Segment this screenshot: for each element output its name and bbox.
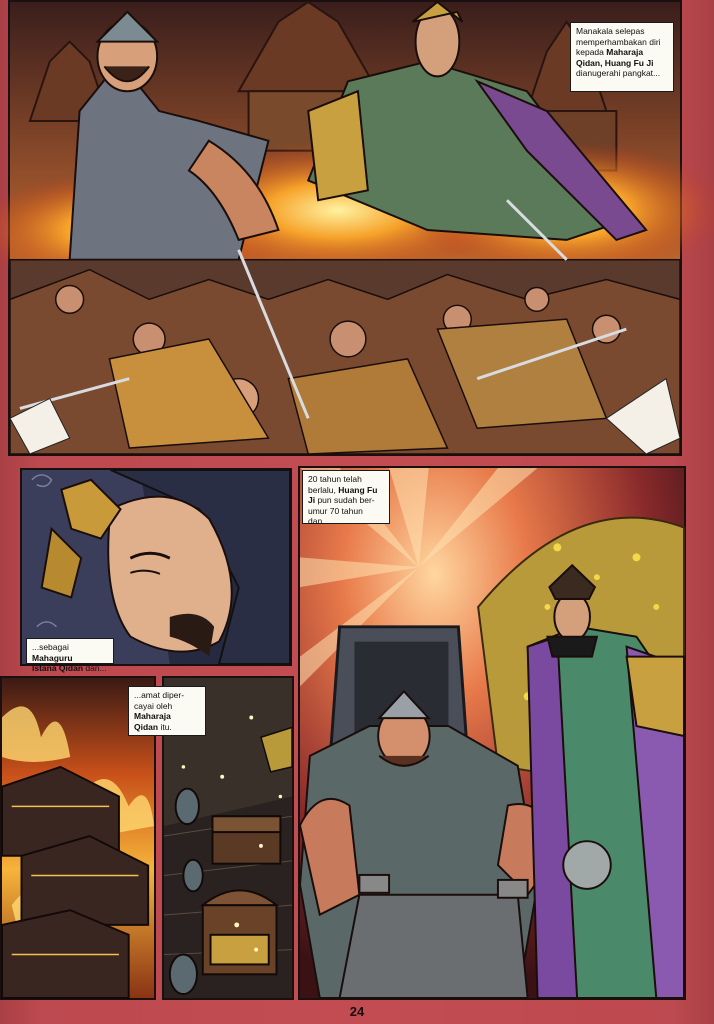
narration-box	[302, 470, 390, 524]
caption-bold-text: Maharaja	[134, 711, 171, 721]
caption-bold-text: Istana Qidan	[32, 663, 84, 673]
caption-line: itu.	[158, 721, 172, 732]
battle-panel	[8, 0, 682, 456]
page-number: 24	[349, 1004, 365, 1019]
caption-line: umur 70 tahun dan...	[308, 505, 363, 526]
caption-line: pun sudah ber-	[315, 495, 375, 505]
caption-bold-text: Qidan	[134, 721, 159, 732]
throne-panel	[298, 466, 686, 1000]
caption-bold-text: Maharaja	[606, 47, 644, 57]
caption-line: memperhambakan diri	[576, 36, 661, 47]
caption-line: kepada	[576, 47, 607, 57]
caption-line: ...sebagai	[32, 642, 69, 652]
caption-line: berlalu,	[308, 484, 339, 495]
narration-box	[570, 22, 674, 92]
narration-box	[26, 638, 114, 673]
caption-bold-text: Huang Fu	[338, 484, 378, 495]
caption-bold-text: Mahaguru	[32, 652, 73, 663]
caption-bold-text: Ji	[308, 495, 316, 505]
caption-line: cayai oleh	[134, 700, 173, 711]
caption-line: dan...	[83, 663, 107, 673]
caption-bold-text: Qidan, Huang Fu Ji	[576, 57, 654, 68]
treasure-panel	[134, 676, 294, 1000]
caption-line: 20 tahun telah	[308, 474, 362, 484]
caption-line: Manakala selepas	[576, 26, 645, 36]
throne-illustration	[300, 468, 684, 998]
narration-box	[128, 686, 206, 736]
caption-line: ...amat diper-	[134, 690, 185, 700]
portrait-illustration	[22, 470, 290, 664]
portrait-panel	[20, 468, 292, 673]
caption-line: dianugerahi pangkat...	[576, 68, 661, 78]
